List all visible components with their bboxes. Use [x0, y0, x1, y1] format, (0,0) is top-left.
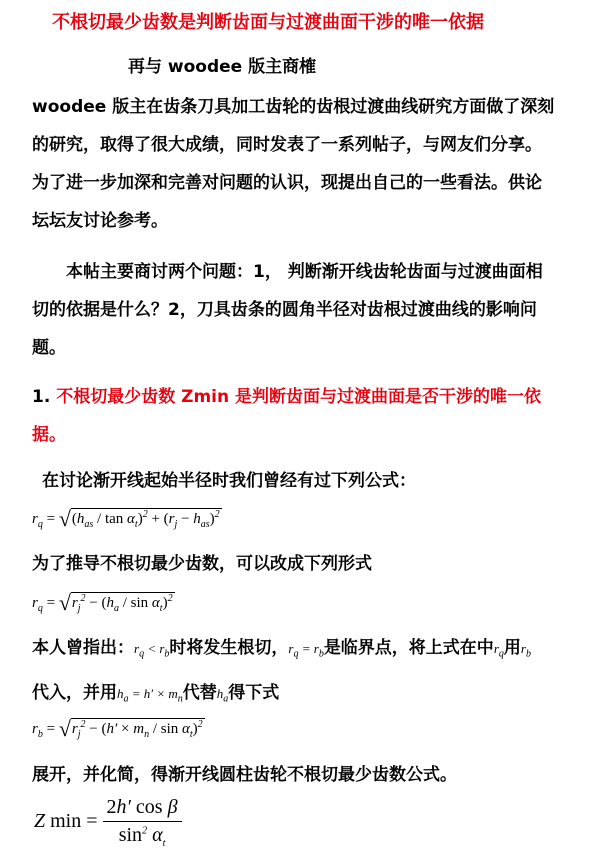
section-number: 1.: [32, 387, 51, 407]
intro-line: 为了进一步加深和完善对问题的认识，现提出自己的一些看法。供论: [32, 173, 542, 193]
formula-1: $r_q = √(h_{as} / \tan \alpha_t)^2 + (r_j - h_{as})^2$: [32, 506, 220, 531]
zmin-formula: Z min = $\frac{\text{2h′ cos β}}{\sin^2 \alpha_t}$: [34, 796, 182, 849]
page-title: 不根切最少齿数是判断齿面与过渡曲面干涉的唯一依据: [52, 12, 484, 33]
topics-line: 本帖主要商讨两个问题：1， 判断渐开线齿轮齿面与过渡曲面相: [66, 262, 543, 282]
formula-intro-text: 在讨论渐开线起始半径时我们曾经有过下列公式：: [42, 471, 416, 491]
formula-3: $r_b = √r_j^2 - (h' \times m_n / \sin \alpha_t)^2$: [32, 716, 203, 741]
intro-line: woodee 版主在齿条刀具加工齿轮的齿根过渡曲线研究方面做了深刻: [32, 97, 555, 117]
point-text: 用: [503, 638, 521, 658]
topics-paragraph: [32, 253, 592, 367]
topics-line: 切的依据是什么？2，刀具齿条的圆角半径对齿根过渡曲线的影响问: [32, 300, 537, 320]
point-text: 是临界点，将上式在中: [323, 638, 494, 658]
point-text: 时将发生根切，: [169, 638, 289, 658]
page-subtitle: 再与 woodee 版主商榷: [128, 57, 317, 77]
inline-math: $r_b$: [520, 641, 531, 660]
inline-math: $r_q < r_b$: [134, 641, 170, 660]
expand-text: 展开，并化简，得渐开线圆柱齿轮不根切最少齿数公式。: [32, 765, 457, 785]
critical-point-paragraph: [32, 629, 592, 718]
point-text: 本人曾指出：: [32, 638, 134, 658]
formula-2: $r_q = √r_j^2 - (h_a / \sin \alpha_t)^2$: [32, 590, 173, 615]
section-heading-line: 不根切最少齿数 Zmin 是判断齿面与过渡曲面是否干涉的唯一依: [56, 387, 542, 407]
topics-line: 题。: [32, 338, 66, 358]
inline-math: $h_a = h' \times m_n$: [117, 685, 183, 705]
intro-paragraph: [32, 88, 592, 240]
section-heading-line: 据。: [32, 425, 66, 445]
point-text: 代替: [182, 682, 217, 703]
derive-text: 为了推导不根切最少齿数，可以改成下列形式: [32, 554, 372, 574]
inline-math: $r_q$: [493, 641, 504, 660]
zmin-fraction: $\frac{\text{2h′ cos β}}{\sin^2 \alpha_t}$: [103, 796, 182, 849]
inline-math: $h_a$: [216, 685, 229, 705]
intro-line: 坛坛友讨论参考。: [32, 211, 168, 231]
intro-line: 的研究，取得了很大成绩，同时发表了一系列帖子，与网友们分享。: [32, 135, 542, 155]
point-text: 得下式: [228, 682, 280, 703]
inline-math: $r_q = r_b$: [288, 641, 324, 660]
point-text: 代入，并用: [32, 682, 117, 703]
section1-heading: [32, 378, 592, 454]
